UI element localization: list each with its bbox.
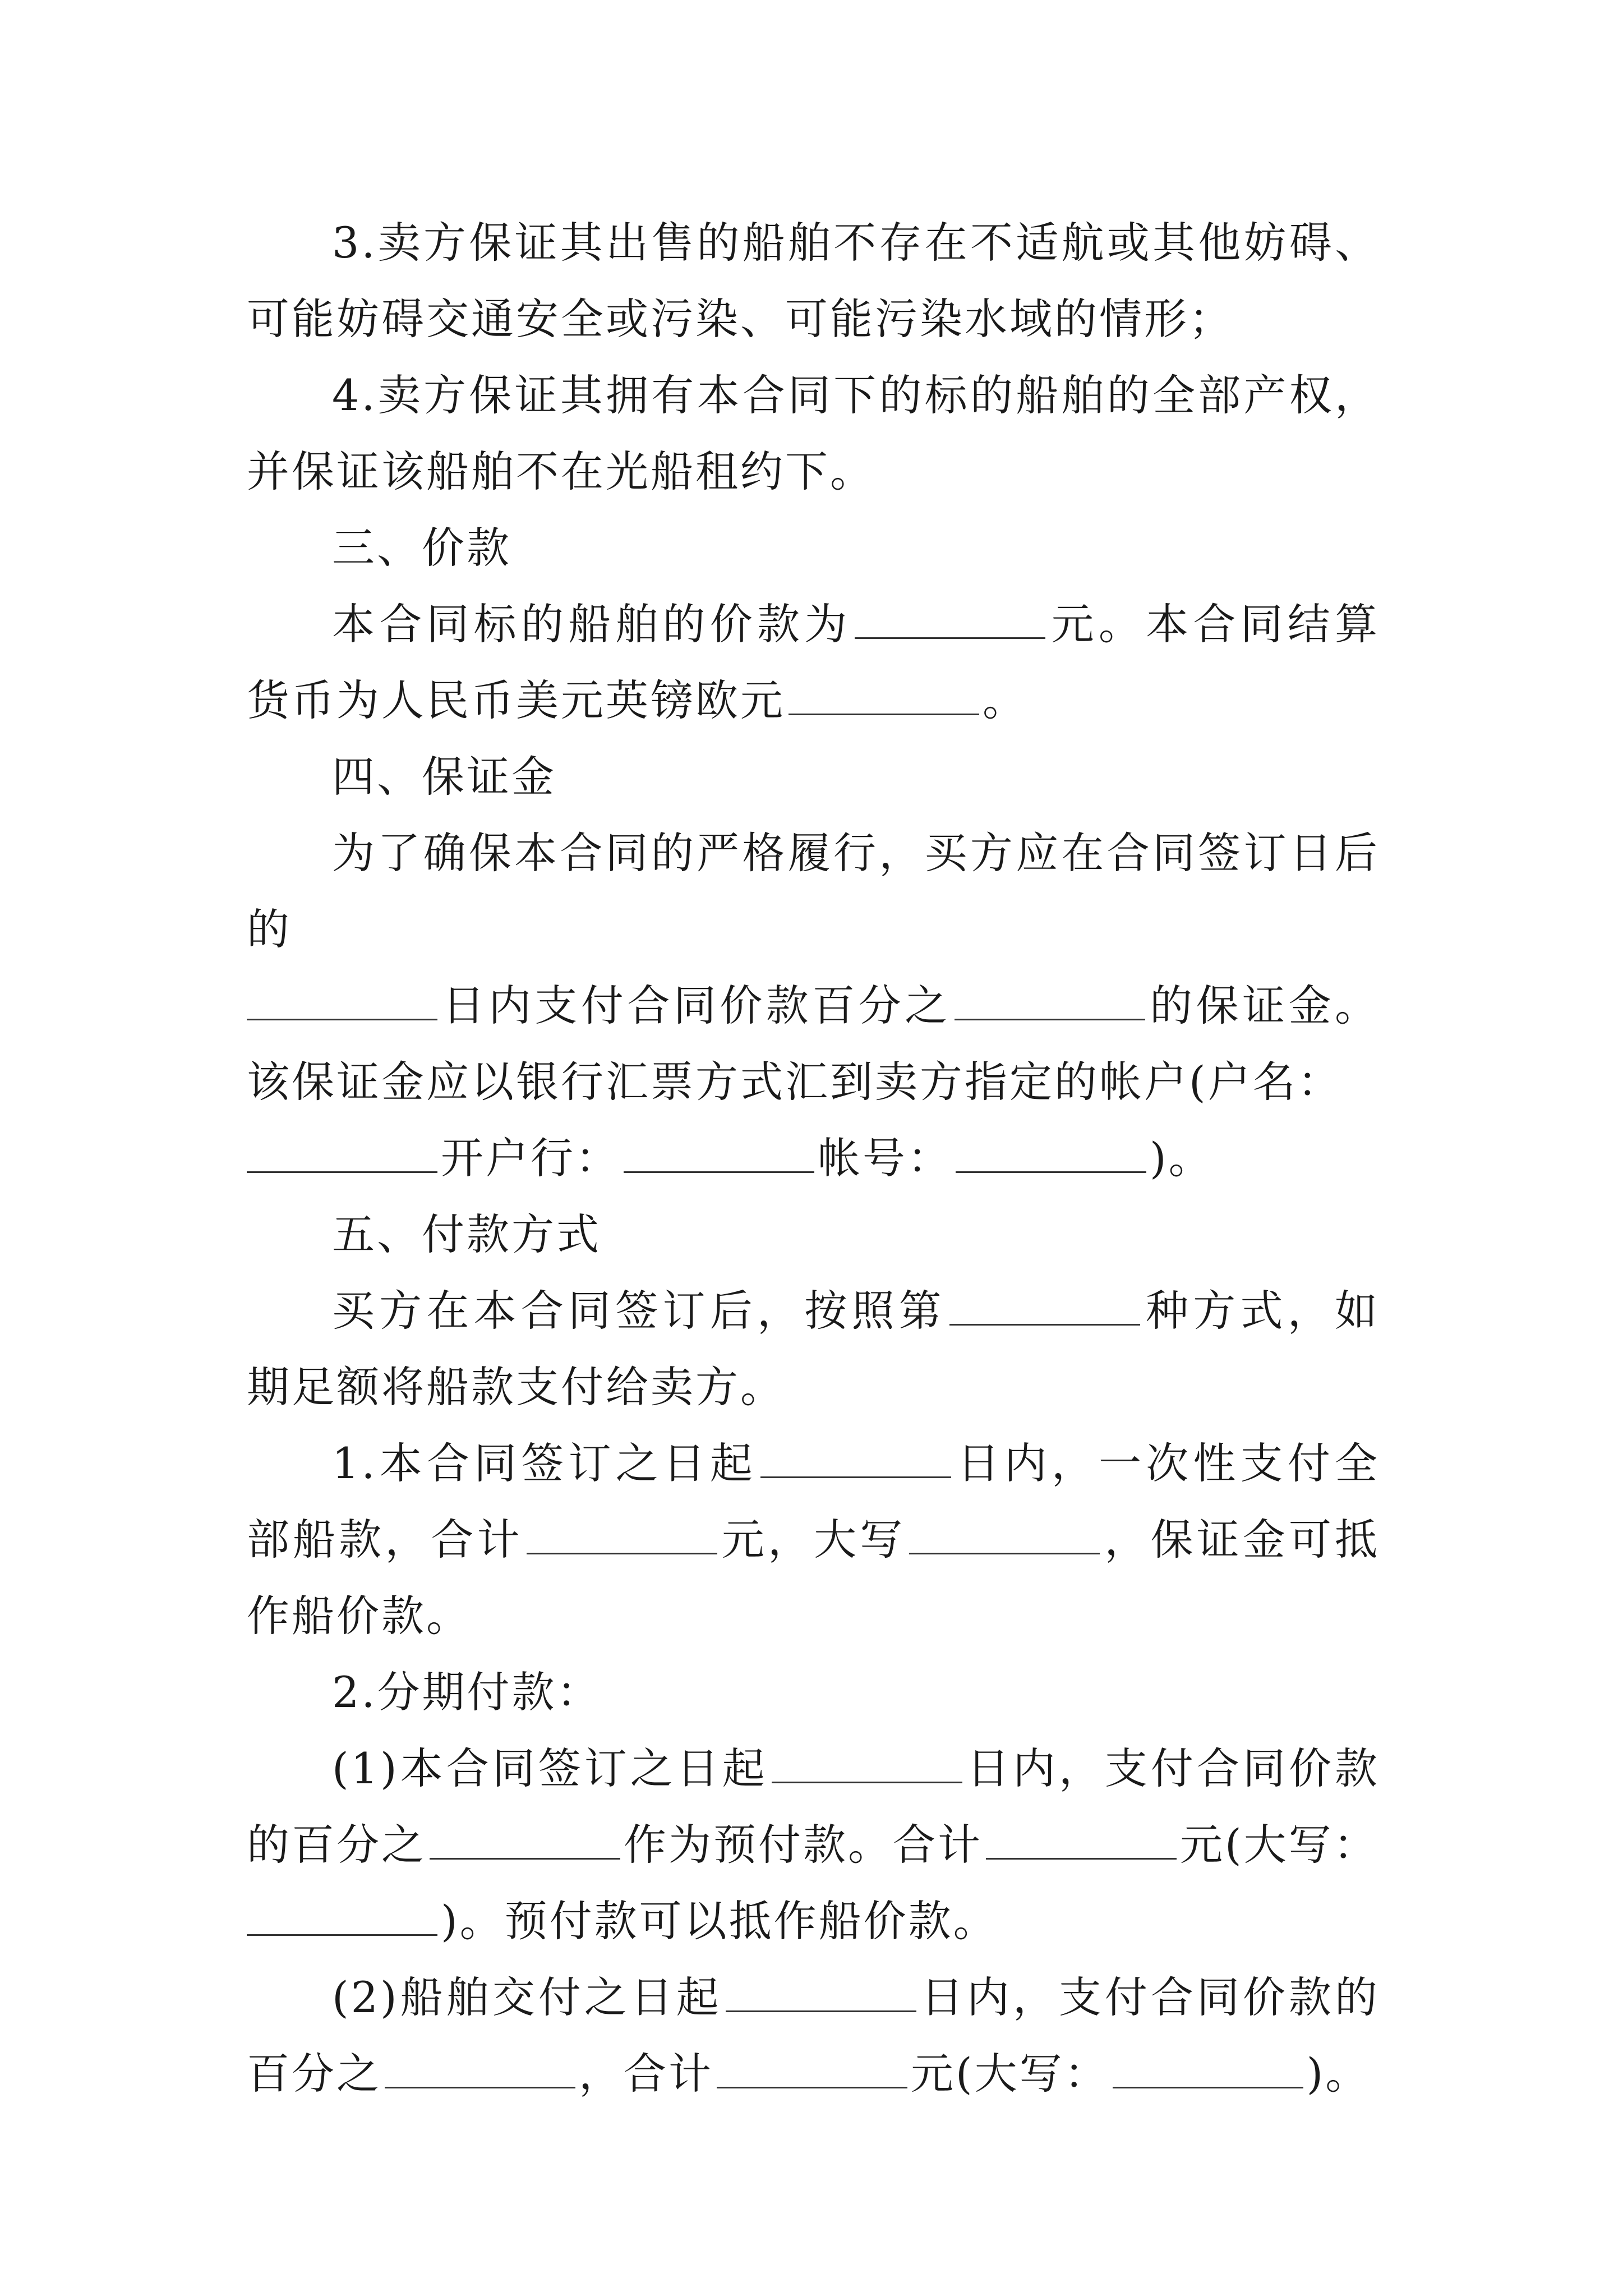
clause-text: 作为预付款。合计 bbox=[624, 1820, 983, 1870]
clause-installments bbox=[247, 1654, 1380, 1731]
clause-text: 2.分期付款： bbox=[332, 1667, 602, 1717]
clause-text: 日内，支付合同价款的百分之 bbox=[247, 1743, 1380, 1870]
clause-installment-1 bbox=[247, 1731, 1380, 1959]
clause-text: 3.卖方保证其出售的船舶不存在不适航或其他妨碍、可能妨碍交通安全或污染、可能污染水域的情形； bbox=[247, 218, 1380, 344]
blank-price-amount[interactable] bbox=[855, 604, 1045, 639]
clause-text: 日内，一次性支付全部船款，合计 bbox=[247, 1438, 1380, 1565]
section-heading-price: 三、价款 bbox=[332, 523, 511, 573]
clause-text: 本合同标的船舶的价款为 bbox=[332, 599, 852, 649]
section-heading-payment: 五、付款方式 bbox=[332, 1209, 601, 1259]
clause-text: ，保证金可抵作船价款。 bbox=[247, 1515, 1380, 1641]
clause-text: ，合计 bbox=[579, 2049, 713, 2099]
clause-seller-ownership bbox=[247, 357, 1380, 510]
blank-currency[interactable] bbox=[789, 680, 979, 715]
clause-text: )。 bbox=[1150, 1133, 1214, 1183]
clause-text: 元，大写 bbox=[720, 1515, 906, 1565]
blank-prepay-percent[interactable] bbox=[430, 1824, 620, 1860]
clause-text: 的保证金。该保证金应以银行汇票方式汇到卖方指定的帐户(户名： bbox=[247, 981, 1380, 1107]
clause-text: 日内，支付合同价款的百分之 bbox=[247, 1972, 1380, 2099]
blank-prepay-amount[interactable] bbox=[986, 1824, 1177, 1860]
clause-text: 日内支付合同价款百分之 bbox=[441, 981, 951, 1030]
blank-delivery-percent[interactable] bbox=[385, 2053, 575, 2088]
blank-payment-option[interactable] bbox=[949, 1290, 1140, 1326]
blank-prepay-uppercase[interactable] bbox=[247, 1901, 437, 1936]
section-heading-deposit: 四、保证金 bbox=[332, 752, 556, 802]
clause-text: 1.本合同签订之日起 bbox=[332, 1438, 758, 1488]
clause-text: )。 bbox=[1306, 2049, 1371, 2099]
clause-text: 种方式，如期足额将船款支付给卖方。 bbox=[247, 1286, 1380, 1412]
contract-page bbox=[247, 205, 1380, 2112]
clause-deposit bbox=[247, 815, 1380, 1197]
clause-seller-seaworthiness bbox=[247, 205, 1380, 357]
clause-text: 为了确保本合同的严格履行，买方应在合同签订日后的 bbox=[247, 828, 1380, 954]
clause-text: 元。本合同结算货币为人民币美元英镑欧元 bbox=[247, 599, 1380, 725]
blank-delivery-amount[interactable] bbox=[717, 2053, 907, 2088]
blank-lump-sum-amount[interactable] bbox=[527, 1519, 717, 1554]
clause-installment-2 bbox=[247, 1959, 1380, 2112]
blank-account-number[interactable] bbox=[956, 1138, 1146, 1173]
clause-text: (1)本合同签订之日起 bbox=[332, 1743, 768, 1793]
clause-lump-sum bbox=[247, 1425, 1380, 1654]
clause-text: 。 bbox=[983, 675, 1027, 725]
clause-text: (2)船舶交付之日起 bbox=[332, 1972, 722, 2022]
blank-deposit-days[interactable] bbox=[247, 985, 437, 1020]
blank-account-name[interactable] bbox=[247, 1138, 437, 1173]
blank-lump-sum-uppercase[interactable] bbox=[909, 1519, 1100, 1554]
clause-text: 元(大写： bbox=[911, 2049, 1109, 2099]
blank-bank[interactable] bbox=[624, 1138, 814, 1173]
clause-payment-method bbox=[247, 1273, 1380, 1425]
clause-text: 元(大写： bbox=[1180, 1820, 1378, 1870]
clause-text: )。预付款可以抵作船价款。 bbox=[441, 1896, 998, 1946]
blank-delivery-uppercase[interactable] bbox=[1113, 2053, 1303, 2088]
clause-text: 开户行： bbox=[441, 1133, 620, 1183]
blank-lump-sum-days[interactable] bbox=[760, 1443, 951, 1478]
blank-prepay-days[interactable] bbox=[772, 1748, 962, 1783]
clause-text: 4.卖方保证其拥有本合同下的标的船舶的全部产权，并保证该船舶不在光船租约下。 bbox=[247, 370, 1380, 496]
clause-price bbox=[247, 586, 1380, 739]
clause-text: 帐号： bbox=[818, 1133, 952, 1183]
blank-delivery-days[interactable] bbox=[726, 1977, 916, 2012]
clause-text: 买方在本合同签订后，按照第 bbox=[332, 1286, 946, 1336]
blank-deposit-percent[interactable] bbox=[955, 985, 1145, 1020]
